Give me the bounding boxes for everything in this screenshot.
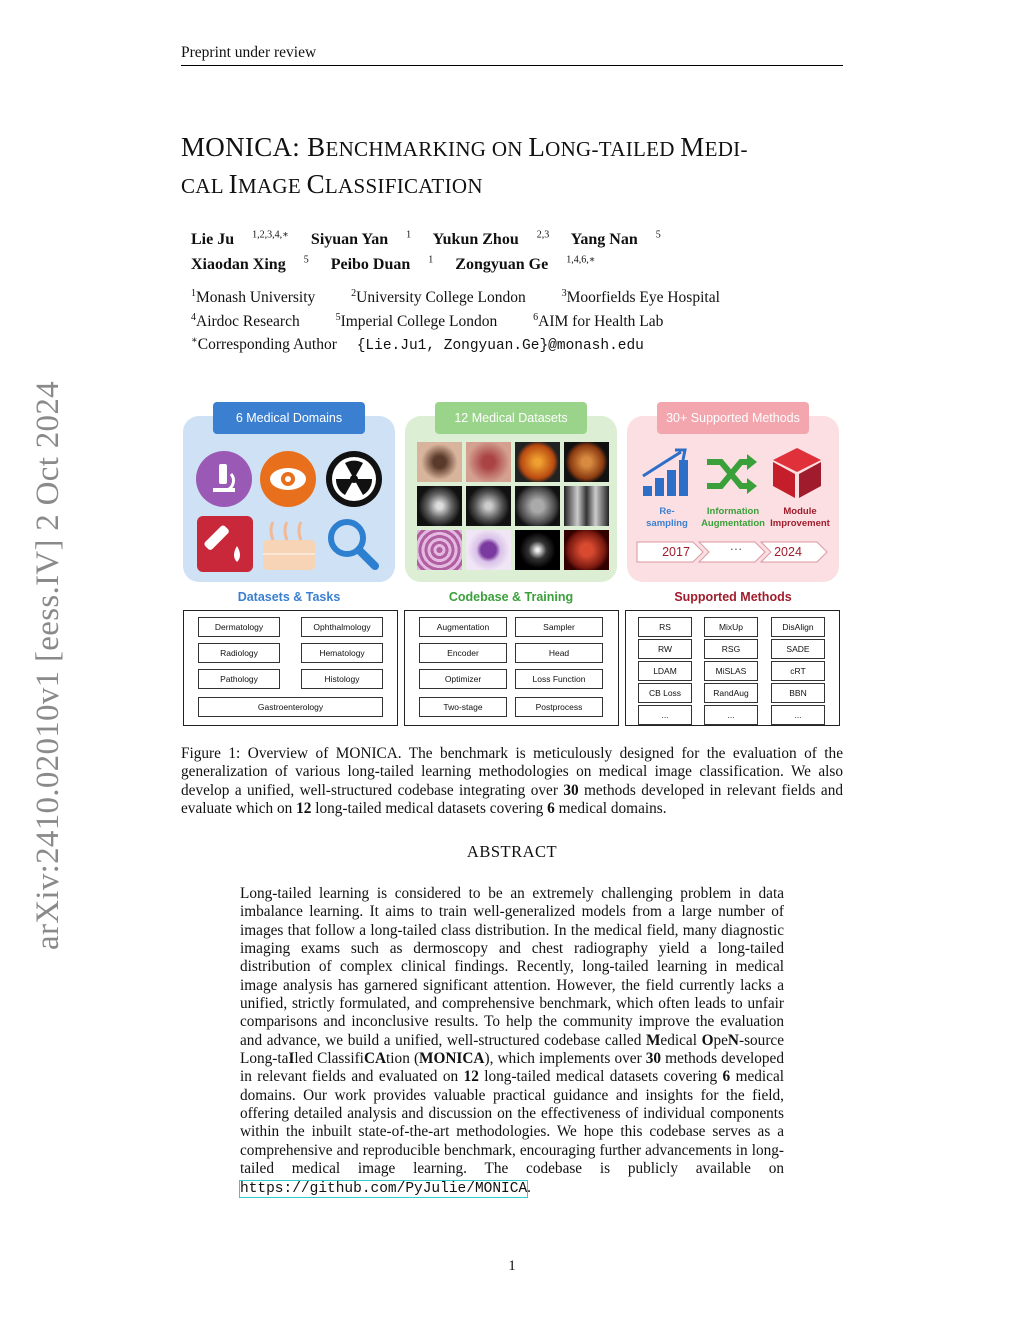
panel-supported-methods (627, 411, 839, 582)
author: Xiaodan Xing $^5$ (191, 254, 309, 273)
author: Yang Nan $^5$ (570, 230, 661, 249)
grid-cell: MiSLAS (704, 661, 758, 681)
section-label: Codebase & Training (448, 590, 574, 604)
author: Yukun Zhou $^{2,3}$ (432, 230, 550, 249)
grid-cell: Hematology (301, 643, 383, 663)
gastro-image (564, 530, 609, 570)
ct-image (515, 486, 560, 526)
grid-cell: CB Loss (638, 683, 692, 703)
method-label: Re- sampling (646, 506, 688, 529)
timeline-ellipsis: ··· (729, 542, 743, 556)
section-label: Supported Methods (674, 590, 792, 604)
grid-cell: BBN (771, 683, 825, 703)
grid-cell: MixUp (704, 617, 758, 637)
grid-cell: RS (638, 617, 692, 637)
grid-cell: ... (771, 705, 825, 725)
paper-title: MONICA: BENCHMARKING ON LONG-TAILED MEDI- CAL IMAGE CLASSIFICATION (181, 132, 748, 199)
author: Siyuan Yan $^1$ (310, 230, 412, 249)
shuffle-icon (705, 452, 759, 501)
microscope-icon (195, 450, 253, 513)
grid-cell: Loss Function (515, 669, 603, 689)
magnifier-icon (325, 516, 381, 577)
grid-cell: Dermatology (198, 617, 280, 637)
codebase-grid (404, 610, 619, 726)
dermoscopy-image (417, 442, 462, 482)
methods-grid (625, 610, 840, 726)
panel-title: 30+ Supported Methods (657, 402, 809, 434)
module-cube-icon (771, 446, 823, 505)
author: Peibo Duan $^1$ (330, 254, 434, 273)
grid-cell: SADE (771, 639, 825, 659)
ct-image (466, 486, 511, 526)
timeline-start: 2017 (662, 545, 690, 559)
panel-medical-datasets (405, 411, 617, 582)
hematology-image (466, 530, 511, 570)
blood-test-icon (197, 516, 253, 577)
email: {Lie.Ju1, Zongyuan.Ge}@monash.edu (356, 338, 644, 355)
fundus-image (564, 442, 609, 482)
method-label: Module Improvement (770, 506, 830, 529)
grid-cell: DisAlign (771, 617, 825, 637)
fundus-image (515, 442, 560, 482)
grid-cell: ... (638, 705, 692, 725)
grid-cell: Postprocess (515, 697, 603, 717)
grid-cell: Gastroenterology (198, 697, 383, 717)
author-list (191, 226, 679, 275)
running-header: Preprint under review (181, 44, 843, 66)
bar-chart-icon (641, 448, 693, 503)
xray-image (564, 486, 609, 526)
endoscopy-image (515, 530, 560, 570)
grid-cell: Ophthalmology (301, 617, 383, 637)
author: Zongyuan Ge $^{1,4,6,∗}$ (455, 254, 596, 273)
grid-cell: Radiology (198, 643, 280, 663)
grid-cell: RandAug (704, 683, 758, 703)
dermoscopy-image (466, 442, 511, 482)
grid-cell: Head (515, 643, 603, 663)
datasets-grid (183, 610, 398, 726)
grid-cell: cRT (771, 661, 825, 681)
section-label: Datasets & Tasks (237, 590, 341, 604)
panel-title: 6 Medical Domains (213, 402, 365, 434)
histology-image (417, 530, 462, 570)
grid-cell: Two-stage (419, 697, 507, 717)
grid-cell: Optimizer (419, 669, 507, 689)
grid-cell: LDAM (638, 661, 692, 681)
ct-image (417, 486, 462, 526)
abstract-body: Long-tailed learning is considered to be an extremely challenging problem in data imbalance learning. It aims to train well-generalized models from a large number of images that follow a long-tailed class distribution. In the medical field, many diagnostic imaging exams such as dermoscopy and chest radiography yield a long-tailed distribution of complex clinical findings. Recently, long-tailed learning in medical image analysis has garnered significant attention. However, the field currently lacks a unified, strictly formulated, and comprehensive benchmark, which often leads to unfair comparisons and inconclusive results. To help the community improve the evaluation and advance, we build a unified, well-structured codebase called Medical OpeN-source Long-taIled ClassifiCAtion (MONICA), which implements over 30 methods developed in relevant fields and evaluated on 12 long-tailed medical datasets covering 6 medical domains. Our work provides valuable practical guidance and insights for the field, offering detailed analysis and discussion on the effectiveness of individual components within the inbuilt state-of-the-art methodologies. We hope this codebase serves as a comprehensive and reproducible benchmark, encouraging further advancements in long-tailed medical image learning. The codebase is publicly available on https://github.com/PyJulie/MONICA. (240, 885, 785, 1197)
grid-cell: Histology (301, 669, 383, 689)
grid-cell: RW (638, 639, 692, 659)
eye-icon (259, 450, 317, 513)
skin-icon (259, 516, 319, 577)
grid-cell: Sampler (515, 617, 603, 637)
author: Lie Ju $^{1,2,3,4,∗}$ (191, 230, 289, 249)
grid-cell: Augmentation (419, 617, 507, 637)
panel-medical-domains (183, 411, 395, 582)
radiation-icon (325, 450, 383, 513)
timeline-end: 2024 (774, 545, 802, 559)
affiliation: $^3$Moorfields Eye Hospital (561, 288, 720, 307)
grid-cell: RSG (704, 639, 758, 659)
affiliation: $^5$Imperial College London (335, 311, 498, 330)
grid-cell: Encoder (419, 643, 507, 663)
affiliation: $^1$Monash University (191, 288, 316, 307)
page-number: 1 (508, 1258, 516, 1274)
figure-caption: Figure 1: Overview of MONICA. The benchmark is meticulously designed for the evaluation of the generalization of various long-tailed learning methodologies on medical image classification. We also develop a unified, well-structured codebase integrating over 30 methods developed in relevant fields and evaluate which on 12 long-tailed medical datasets covering 6 medical domains. (181, 745, 844, 818)
method-label: Information Augmentation (701, 506, 765, 529)
affiliation: $^6$AIM for Health Lab (533, 311, 664, 330)
arxiv-identifier: arXiv:2410.02010v1 [eess.IV] 2 Oct 2024 (30, 381, 66, 950)
github-link[interactable]: https://github.com/PyJulie/MONICA (240, 1180, 528, 1197)
grid-cell: Pathology (198, 669, 280, 689)
affiliation: $^4$Airdoc Research (191, 311, 300, 330)
grid-cell: ... (704, 705, 758, 725)
overview-figure (181, 400, 843, 730)
affiliation: $^2$University College London (351, 288, 526, 307)
corresponding-author: ∗Corresponding Author {Lie.Ju1, Zongyuan.Ge}@monash.edu (191, 335, 644, 355)
abstract-heading: ABSTRACT (466, 842, 558, 861)
panel-title: 12 Medical Datasets (435, 402, 587, 434)
affiliations (191, 284, 752, 357)
